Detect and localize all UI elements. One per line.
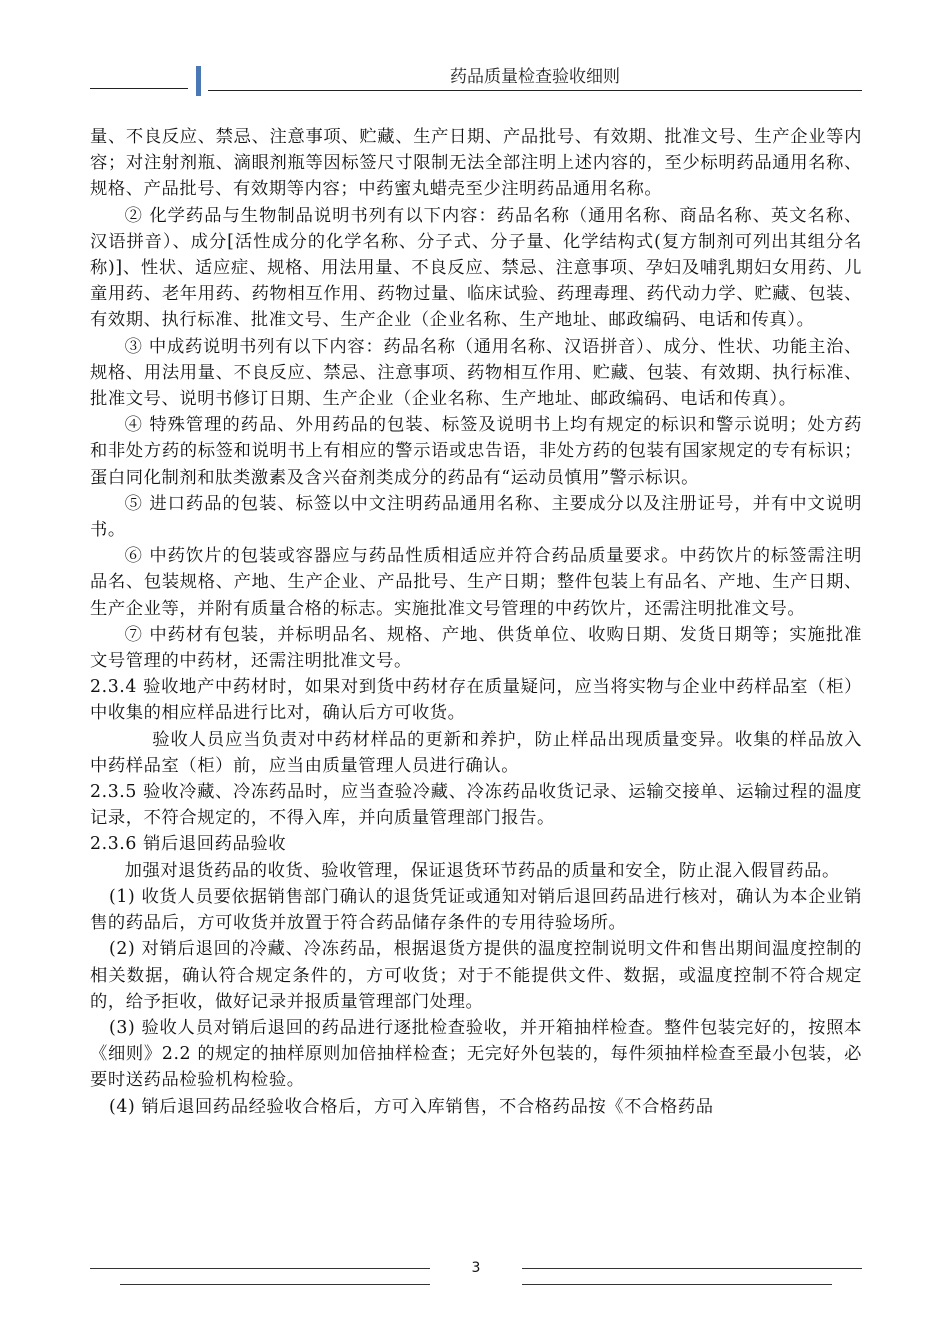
- paragraph-return-1: (1) 收货人员要依据销售部门确认的退货凭证或通知对销后退回药品进行核对，确认为本企业销售的药品后，方可收货并放置于符合药品储存条件的专用待验场所。: [90, 886, 862, 934]
- paragraph-sample-maintenance: 验收人员应当负责对中药材样品的更新和养护，防止样品出现质量变异。收集的样品放入中药样品室（柜）前，应当由质量管理人员进行确认。: [90, 729, 862, 776]
- paragraph-item-5: ⑤ 进口药品的包装、标签以中文注明药品通用名称、主要成分以及注册证号，并有中文说明书。: [90, 493, 862, 541]
- section-2-3-4: 2.3.4 验收地产中药材时，如果对到货中药材存在质量疑问，应当将实物与企业中药样品室（柜）中收集的相应样品进行比对，确认后方可收货。: [90, 677, 862, 724]
- paragraph-item-4: ④ 特殊管理的药品、外用药品的包装、标签及说明书上均有规定的标识和警示说明；处方药和非处方药的标签和说明书上有相应的警示语或忠告语，非处方药的包装有国家规定的专有标识；蛋白同化制剂和肽类激素及含兴奋剂类成分的药品有“运动员慎用”警示标识。: [90, 415, 862, 488]
- page-number: 3: [471, 1260, 481, 1276]
- footer-rule-right-top: [522, 1268, 862, 1269]
- paragraph-return-2: (2) 对销后退回的冷藏、冷冻药品，根据退货方提供的温度控制说明文件和售出期间温度控制的相关数据，确认符合规定条件的，方可收货；对于不能提供文件、数据，或温度控制不符合规定的，给予拒收，做好记录并报质量管理部门处理。: [90, 939, 862, 1012]
- footer-rule-left-bottom: [120, 1284, 430, 1285]
- page-footer: [90, 1258, 862, 1298]
- paragraph-item-7: ⑦ 中药材有包装，并标明品名、规格、产地、供货单位、收购日期、发货日期等；实施批准文号管理的中药材，还需注明批准文号。: [90, 624, 862, 672]
- paragraph-item-3: ③ 中成药说明书列有以下内容：药品名称（通用名称、汉语拼音）、成分、性状、功能主治、规格、用法用量、不良反应、禁忌、注意事项、药物相互作用、贮藏、包装、有效期、执行标准、批准文号、说明书修订日期、生产企业（企业名称、生产地址、邮政编码、电话和传真）。: [90, 336, 862, 410]
- section-2-3-6-heading: 2.3.6 销后退回药品验收: [90, 834, 287, 855]
- paragraph-return-4: (4) 销后退回药品经验收合格后，方可入库销售，不合格药品按《不合格药品: [109, 1096, 714, 1117]
- page-header: [90, 66, 862, 102]
- paragraph-return-3: (3) 验收人员对销后退回的药品进行逐批检查验收，并开箱抽样检查。整件包装完好的，按照本《细则》2.2 的规定的抽样原则加倍抽样检查；无完好外包装的，每件须抽样检查至最小包装，必要时送药品检验机构检验。: [90, 1017, 862, 1091]
- header-accent-bar: [196, 66, 201, 96]
- paragraph-item-6: ⑥ 中药饮片的包装或容器应与药品性质相适应并符合药品质量要求。中药饮片的标签需注明品名、包装规格、产地、生产企业、产品批号、生产日期；整件包装上有品名、产地、生产日期、生产企业等，并附有质量合格的标志。实施批准文号管理的中药饮片，还需注明批准文号。: [90, 546, 862, 619]
- document-title: 药品质量检查验收细则: [450, 67, 620, 87]
- footer-rule-left-top: [90, 1268, 430, 1269]
- section-2-3-5: 2.3.5 验收冷藏、冷冻药品时，应当查验冷藏、冷冻药品收货记录、运输交接单、运输过程的温度记录，不符合规定的，不得入库，并向质量管理部门报告。: [90, 782, 862, 829]
- paragraph-continuation: 量、不良反应、禁忌、注意事项、贮藏、生产日期、产品批号、有效期、批准文号、生产企业等内容；对注射剂瓶、滴眼剂瓶等因标签尺寸限制无法全部注明上述内容的，至少标明药品通用名称、规格、产品批号、有效期等内容；中药蜜丸蜡壳至少注明药品通用名称。: [90, 127, 862, 200]
- header-rule-right: [208, 90, 862, 91]
- footer-rule-right-bottom: [522, 1284, 832, 1285]
- document-body: [90, 124, 862, 1120]
- paragraph-return-intro: 加强对退货药品的收货、验收管理，保证退货环节药品的质量和安全，防止混入假冒药品。: [124, 860, 840, 881]
- header-rule-left: [90, 88, 188, 89]
- paragraph-item-2: ② 化学药品与生物制品说明书列有以下内容：药品名称（通用名称、商品名称、英文名称、汉语拼音）、成分[活性成分的化学名称、分子式、分子量、化学结构式(复方制剂可列出其组分名称)]、性状、适应症、规格、用法用量、不良反应、禁忌、注意事项、孕妇及哺乳期妇女用药、儿童用药、老年用药、药物相互作用、药物过量、临床试验、药理毒理、药代动力学、贮藏、包装、有效期、执行标准、批准文号、生产企业（企业名称、生产地址、邮政编码、电话和传真）。: [90, 205, 862, 331]
